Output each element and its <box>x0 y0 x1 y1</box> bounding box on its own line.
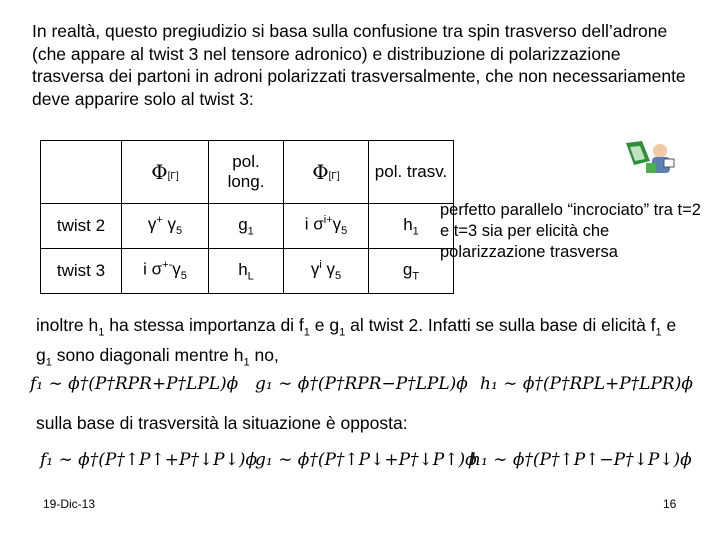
helicity-paragraph: inoltre $h_1$ ha stessa importanza di $f_1$ e $g_1$ al twist 2. Infatti se sulla base di elicità $f_1$ e $g_1$ sono diagonali mentre $h_1$ no, <box>36 315 677 368</box>
row-label-twist2: twist 2 <box>41 204 122 249</box>
formula-h1-transversity: h₁ ∼ ϕ†(P†↑P↑−P†↓P↓)ϕ <box>470 450 692 470</box>
cell-h1: $h_1$ <box>369 204 454 249</box>
cell-gT: $g_T$ <box>369 249 454 294</box>
header-phi-2: Φ[Γ] <box>284 141 369 204</box>
formula-f1-helicity: f₁ ∼ ϕ†(P†RPR+P†LPL)ϕ <box>30 374 239 394</box>
formula-f1-transversity: f₁ ∼ ϕ†(P†↑P↑+P†↓P↓)ϕ <box>40 450 258 470</box>
cell-g1: $g_1$ <box>209 204 284 249</box>
transversity-paragraph: sulla base di trasversità la situazione è opposta: <box>36 413 408 433</box>
header-pol-trasv: pol. trasv. <box>369 141 454 204</box>
table-header-row <box>41 141 454 204</box>
formula-g1-transversity: g₁ ∼ ϕ†(P†↑P↓+P†↓P↑)ϕ <box>255 450 477 470</box>
formula-g1-helicity: g₁ ∼ ϕ†(P†RPR−P†LPL)ϕ <box>255 374 468 394</box>
twist-table <box>40 140 454 294</box>
cell-gamma-plus-g5: γ+ $\gamma_5$ <box>122 204 209 249</box>
cell-gamma-i-g5: $\gamma^i$ $\gamma_5$ <box>284 249 369 294</box>
header-phi-1: Φ[Γ] <box>122 141 209 204</box>
cell-i-sigma-g5: i $\sigma^{i+}\gamma_5$ <box>284 204 369 249</box>
side-note: perfetto parallelo “incrociato” tra t=2 e t=3 sia per elicità che polarizzazione trasversa <box>440 201 701 261</box>
intro-paragraph: In realtà, questo pregiudizio si basa sulla confusione tra spin trasverso dell’adrone (che appare al twist 3 nel tensore adronico) e distribuzione di polarizzazione trasversa dei partoni in adroni polarizzati trasversalmente, che non necessariamente deve apparire solo al twist 3: <box>32 21 686 109</box>
header-pol-long: pol. long. <box>209 141 284 204</box>
table-row <box>41 249 454 294</box>
footer-date: 19-Dic-13 <box>43 497 96 511</box>
formula-h1-helicity: h₁ ∼ ϕ†(P†RPL+P†LPR)ϕ <box>480 374 693 394</box>
page-number: 16 <box>663 497 677 511</box>
cell-hL: $h_L$ <box>209 249 284 294</box>
table-row <box>41 204 454 249</box>
cell-i-sigma-pm-g5: i $\sigma^{+-}\gamma_5$ <box>122 249 209 294</box>
row-label-twist3: twist 3 <box>41 249 122 294</box>
table-corner <box>41 141 122 204</box>
clipart-icon <box>624 135 684 180</box>
